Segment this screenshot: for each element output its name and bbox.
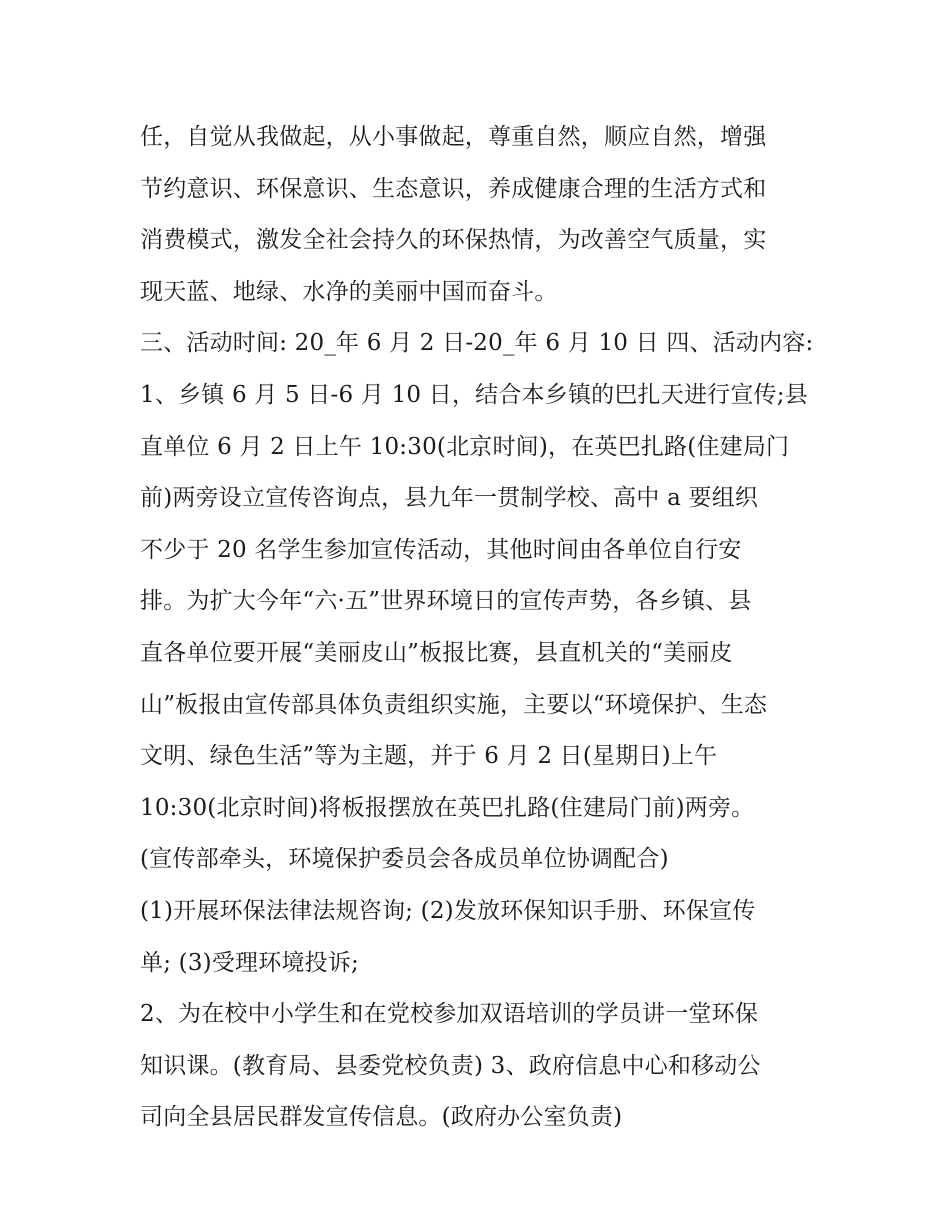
text-line: 1、乡镇 6 月 5 日-6 月 10 日，结合本乡镇的巴扎天进行宣传;县 xyxy=(140,381,808,408)
text-line: 前)两旁设立宣传咨询点，县九年一贯制学校、高中 a 要组织 xyxy=(140,485,759,512)
text-line: 排。为扩大今年“六·五”世界环境日的宣传声势，各乡镇、县 xyxy=(140,588,752,615)
text-line: 司向全县居民群发宣传信息。(政府办公室负责) xyxy=(140,1104,623,1131)
text-line: 10:30(北京时间)将板报摆放在英巴扎路(住建局门前)两旁。 xyxy=(140,794,755,821)
text-line: 2、为在校中小学生和在党校参加双语培训的学员讲一堂环保 xyxy=(140,1001,759,1028)
text-line: 节约意识、环保意识、生态意识，养成健康合理的生活方式和 xyxy=(140,175,767,202)
text-line: 知识课。(教育局、县委党校负责) 3、政府信息中心和移动公 xyxy=(140,1052,761,1079)
document-body xyxy=(140,112,830,1144)
text-line: 直单位 6 月 2 日上午 10:30(北京时间)，在英巴扎路(住建局门 xyxy=(140,433,790,460)
text-line: 文明、绿色生活”等为主题，并于 6 月 2 日(星期日)上午 xyxy=(140,743,718,770)
text-line: 现天蓝、地绿、水净的美丽中国而奋斗。 xyxy=(140,278,558,305)
text-line: 不少于 20 名学生参加宣传活动，其他时间由各单位自行安 xyxy=(140,536,742,563)
section-heading-line: 三、活动时间: 20_年 6 月 2 日-20_年 6 月 10 日 四、活动内容: xyxy=(140,330,814,357)
text-line: (宣传部牵头，环境保护委员会各成员单位协调配合) xyxy=(140,846,669,873)
text-line: 消费模式，激发全社会持久的环保热情，为改善空气质量，实 xyxy=(140,227,767,254)
text-line: 任，自觉从我做起，从小事做起，尊重自然，顺应自然，增强 xyxy=(140,124,767,150)
text-line: 山”板报由宣传部具体负责组织实施，主要以“环境保护、生态 xyxy=(140,691,768,718)
text-line: 单; (3)受理环境投诉; xyxy=(140,949,359,976)
text-line: (1)开展环保法律法规咨询; (2)发放环保知识手册、环保宣传 xyxy=(140,897,756,924)
text-line: 直各单位要开展“美丽皮山”板报比赛，县直机关的“美丽皮 xyxy=(140,639,733,666)
